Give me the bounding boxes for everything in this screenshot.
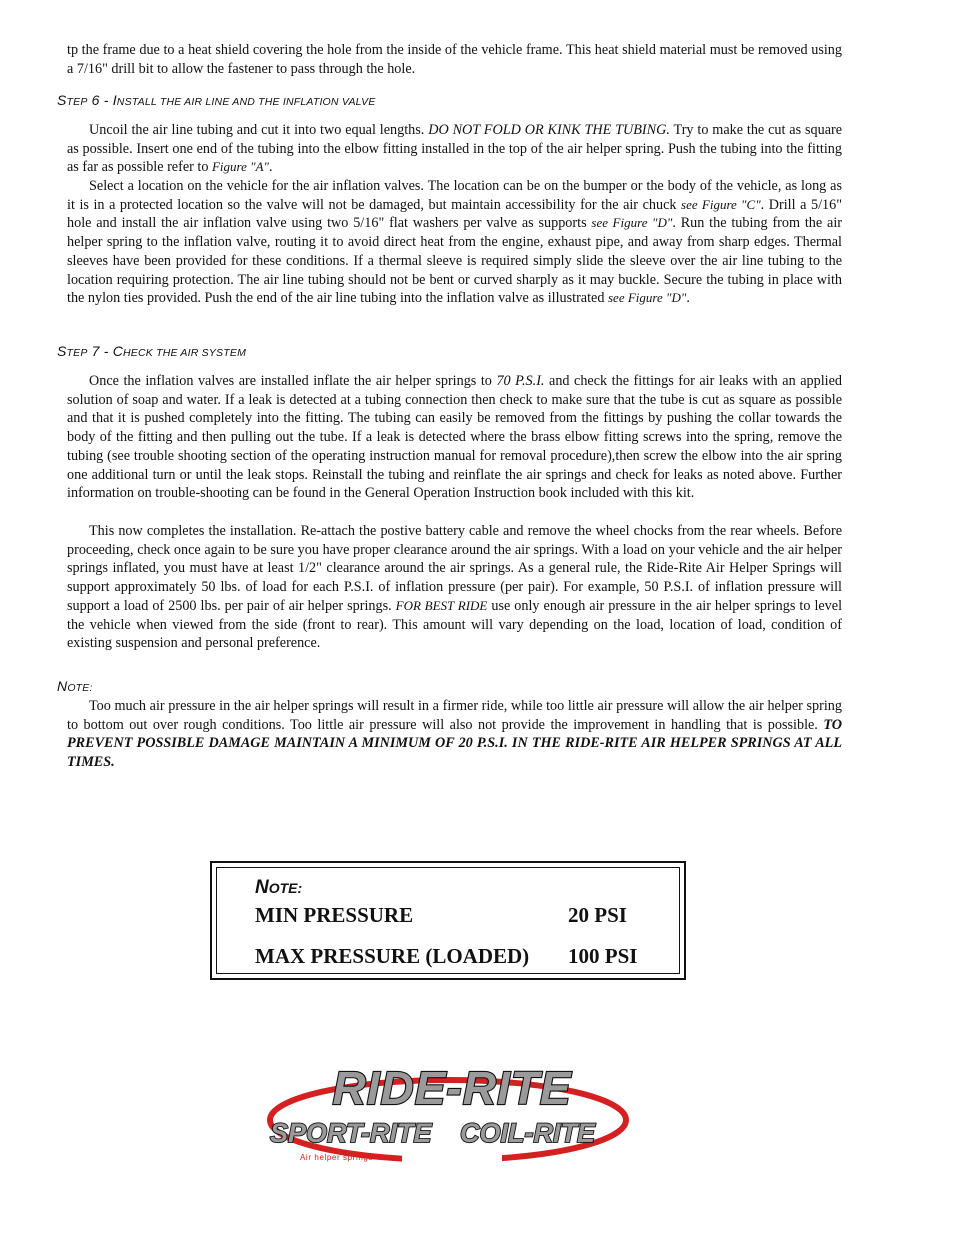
note-heading: NOTE:	[57, 678, 93, 694]
logo-graphic	[262, 1060, 634, 1168]
logo-coil-rite: COIL-RITE	[460, 1118, 595, 1148]
max-pressure-label: MAX PRESSURE (LOADED)	[255, 944, 530, 968]
step6-heading: STEP 6 - INSTALL THE AIR LINE AND THE INFLATION VALVE	[57, 92, 376, 108]
step6-paragraph-2: Select a location on the vehicle for the air inflation valves. The location can be on the bumper or the body of the vehicle, as long as it is in a protected location so the valve will not be damaged, but maintain accessibility for the air chuck see Figure "C". Drill a 5/16" hole and install the air inflation valve using two 5/16" flat washers per valve as supports see Figure "D". Run the tubing from the air helper spring to the inflation valve, routing it to avoid direct heat from the engine, exhaust pipe, and away from sharp edges. Thermal sleeves have been provided for these conditions. If a thermal sleeve is required simply slide the sleeve over the air line tubing to the location requiring protection. The air line tubing should not be bent or curved sharply as it may buckle. Secure the tubing in place with the nylon ties provided. Push the end of the air line tubing into the inflation valve as illustrated see Figure "D".	[67, 178, 842, 307]
step7-paragraph-1: Once the inflation valves are installed inflate the air helper springs to 70 P.S.I. and check the fittings for air leaks with an applied solution of soap and water. If a leak is detected at a tubing connection then check to make sure that the tube is cut as square as possible and that it is pushed completely into the fitting. The tubing can easily be removed from the fittings by pushing the collar towards the body of the fitting and then pulling out the tube. If a leak is detected where the brass elbow fitting screws into the spring, remove the tubing (see trouble shooting section of the operating instruction manual for removal procedure),then screw the elbow into the air spring one additional turn or until the leak stops. Reinstall the tubing and reinflate the air springs and check for leaks as noted above. Further information on trouble-shooting can be found in the General Operation Instruction book included with this kit.	[67, 373, 842, 502]
pressure-note-box	[210, 861, 686, 980]
logo-tagline: Air helper springs	[300, 1153, 374, 1162]
ride-rite-logo	[262, 1060, 634, 1168]
min-pressure-value: 20 PSI	[568, 903, 627, 927]
max-pressure-value: 100 PSI	[568, 944, 638, 968]
step7-paragraph-2: This now completes the installation. Re-attach the postive battery cable and remove the wheel chocks from the rear wheels. Before proceeding, check once again to be sure you have proper clearance around the air springs. With a load on your vehicle and the air helper springs inflated, you must have at least 1/2" clearance around the air springs. As a general rule, the Ride-Rite Air Helper Springs will support approximately 50 lbs. of load for each P.S.I. of inflation pressure (per pair). For example, 50 P.S.I. of inflation pressure will support a load of 2500 lbs. per pair of air helper springs. FOR BEST RIDE use only enough air pressure in the air helper springs to level the vehicle when viewed from the side (front to rear). This amount will vary depending on the load, location of load, condition of existing suspension and personal preference.	[67, 523, 843, 652]
intro-paragraph: tp the frame due to a heat shield covering the hole from the inside of the vehicle frame. This heat shield material must be removed using a 7/16" drill bit to allow the fastener to pass through the hole.	[67, 42, 842, 77]
pressure-note-heading: NOTE:	[255, 877, 303, 898]
step7-heading: STEP 7 - CHECK THE AIR SYSTEM	[57, 343, 247, 359]
min-pressure-label: MIN PRESSURE	[255, 903, 414, 927]
step6-paragraph-1: Uncoil the air line tubing and cut it into two equal lengths. DO NOT FOLD OR KINK THE TUBING. Try to make the cut as square as possible. Insert one end of the tubing into the elbow fitting installed in the top of the air helper spring. Push the tubing into the fitting as far as possible refer to Figure "A".	[67, 122, 843, 176]
note-paragraph: Too much air pressure in the air helper springs will result in a firmer ride, while too little air pressure will allow the air helper spring to bottom out over rough conditions. Too little air pressure will also not provide the improvement in handling that is possible. TO PREVENT POSSIBLE DAMAGE MAINTAIN A MINIMUM OF 20 P.S.I. IN THE RIDE-RITE AIR HELPER SPRINGS AT ALL TIMES.	[67, 698, 842, 771]
logo-title: RIDE-RITE	[332, 1062, 572, 1114]
logo-sport-rite: SPORT-RITE	[270, 1118, 432, 1148]
